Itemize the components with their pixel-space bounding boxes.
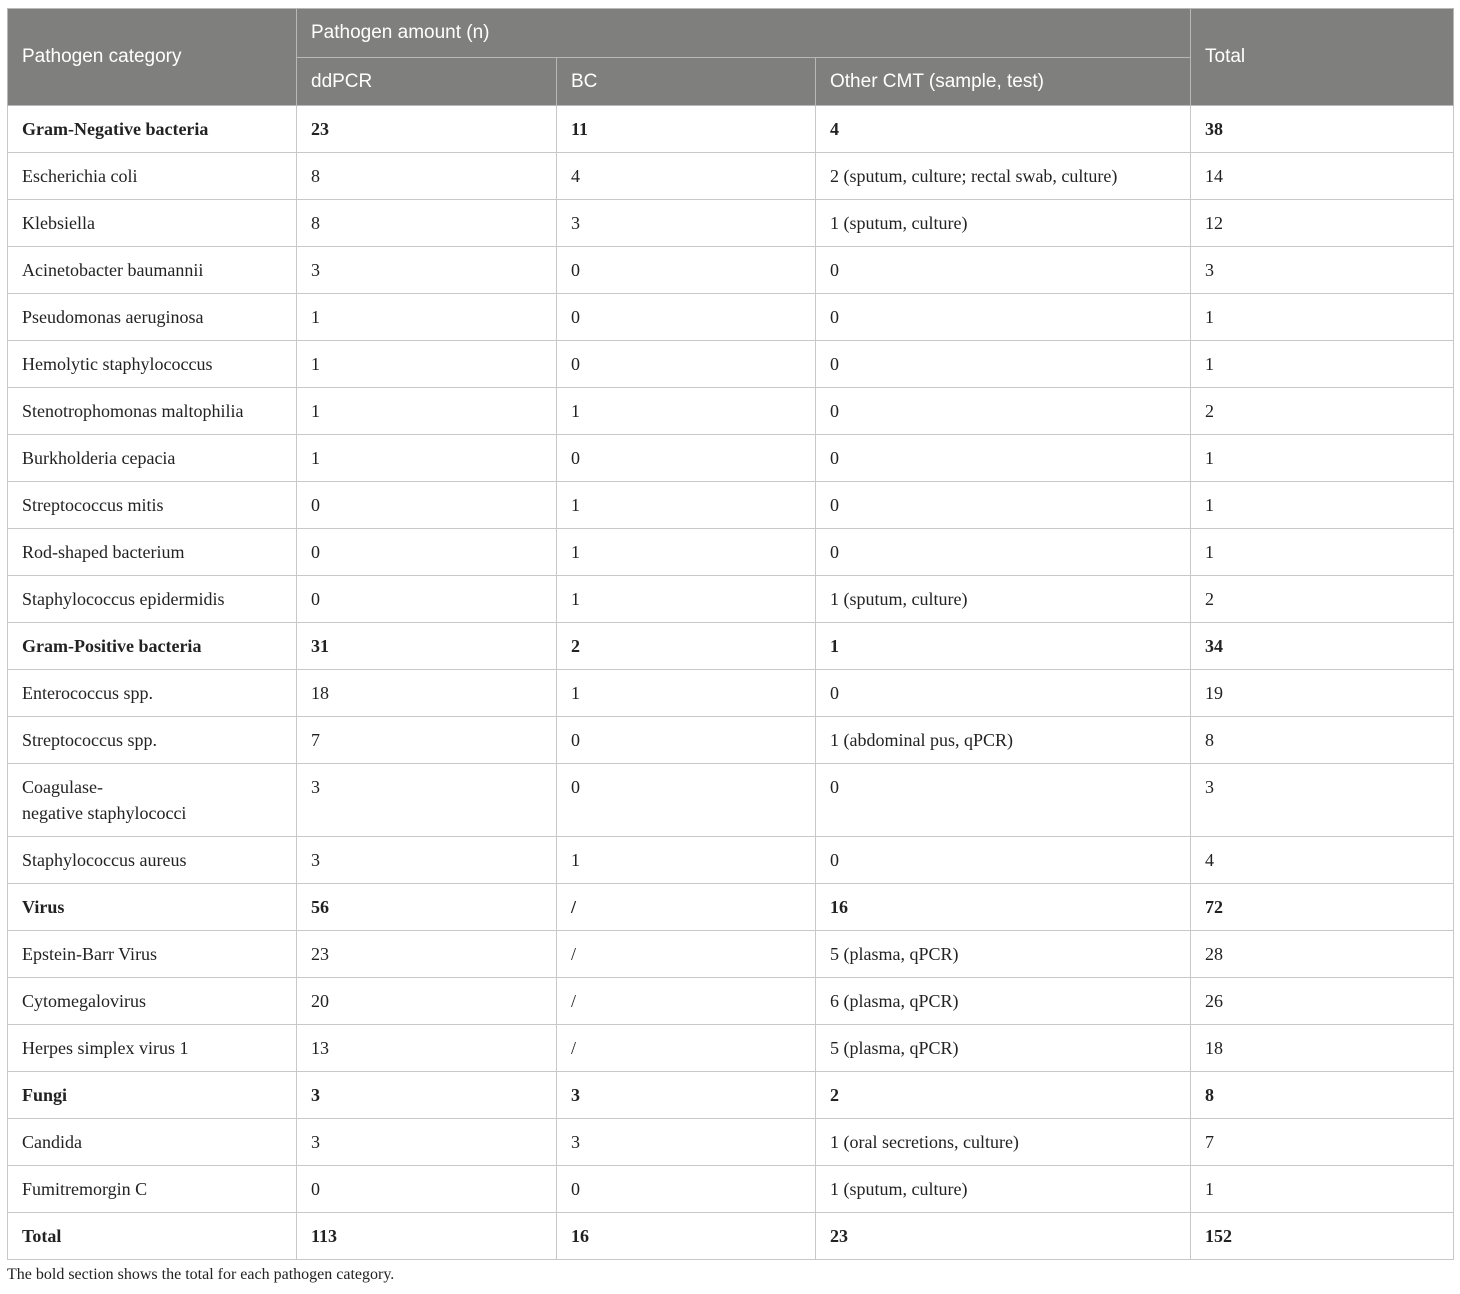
pathogen-table-container [7, 8, 1453, 1260]
cell-total: 1 [1191, 1166, 1454, 1213]
table-row [8, 435, 1454, 482]
cell-other-cmt: 5 (plasma, qPCR) [816, 1025, 1191, 1072]
cell-other-cmt: 23 [816, 1213, 1191, 1260]
cell-total: 8 [1191, 717, 1454, 764]
cell-category: Hemolytic staphylococcus [8, 341, 297, 388]
cell-other-cmt: 2 (sputum, culture; rectal swab, culture) [816, 153, 1191, 200]
table-row [8, 931, 1454, 978]
cell-bc: 11 [557, 106, 816, 153]
cell-category: Staphylococcus aureus [8, 837, 297, 884]
cell-other-cmt: 0 [816, 529, 1191, 576]
cell-other-cmt: 1 (sputum, culture) [816, 1166, 1191, 1213]
table-header [8, 9, 1454, 106]
table-row [8, 1119, 1454, 1166]
cell-category: Coagulase- negative staphylococci [8, 764, 297, 837]
cell-bc: 2 [557, 623, 816, 670]
cell-total: 1 [1191, 294, 1454, 341]
cell-other-cmt: 1 (sputum, culture) [816, 576, 1191, 623]
cell-ddpcr: 0 [297, 1166, 557, 1213]
cell-category: Escherichia coli [8, 153, 297, 200]
cell-ddpcr: 3 [297, 247, 557, 294]
table-row [8, 482, 1454, 529]
cell-ddpcr: 31 [297, 623, 557, 670]
cell-ddpcr: 1 [297, 435, 557, 482]
cell-total: 34 [1191, 623, 1454, 670]
cell-other-cmt: 0 [816, 247, 1191, 294]
table-row [8, 764, 1454, 837]
cell-bc: 0 [557, 764, 816, 837]
cell-ddpcr: 18 [297, 670, 557, 717]
cell-other-cmt: 0 [816, 388, 1191, 435]
header-pathogen-amount: Pathogen amount (n) [297, 9, 1191, 58]
cell-bc: 0 [557, 247, 816, 294]
cell-bc: / [557, 931, 816, 978]
cell-total: 3 [1191, 764, 1454, 837]
cell-ddpcr: 1 [297, 341, 557, 388]
cell-total: 2 [1191, 388, 1454, 435]
cell-ddpcr: 0 [297, 529, 557, 576]
cell-bc: 0 [557, 717, 816, 764]
cell-bc: / [557, 978, 816, 1025]
cell-category: Cytomegalovirus [8, 978, 297, 1025]
cell-category: Acinetobacter baumannii [8, 247, 297, 294]
cell-total: 8 [1191, 1072, 1454, 1119]
cell-bc: / [557, 884, 816, 931]
cell-bc: 1 [557, 529, 816, 576]
cell-ddpcr: 20 [297, 978, 557, 1025]
cell-category: Klebsiella [8, 200, 297, 247]
cell-other-cmt: 5 (plasma, qPCR) [816, 931, 1191, 978]
cell-bc: 0 [557, 294, 816, 341]
cell-total: 12 [1191, 200, 1454, 247]
cell-bc: 1 [557, 670, 816, 717]
cell-category: Stenotrophomonas maltophilia [8, 388, 297, 435]
cell-bc: 1 [557, 576, 816, 623]
table-row [8, 1072, 1454, 1119]
cell-other-cmt: 0 [816, 482, 1191, 529]
cell-ddpcr: 23 [297, 106, 557, 153]
cell-bc: 3 [557, 1072, 816, 1119]
table-row [8, 247, 1454, 294]
cell-bc: 3 [557, 200, 816, 247]
cell-total: 1 [1191, 529, 1454, 576]
cell-total: 1 [1191, 435, 1454, 482]
cell-ddpcr: 113 [297, 1213, 557, 1260]
cell-category: Candida [8, 1119, 297, 1166]
cell-other-cmt: 1 (abdominal pus, qPCR) [816, 717, 1191, 764]
cell-ddpcr: 7 [297, 717, 557, 764]
table-footnote: The bold section shows the total for each pathogen category. [7, 1266, 395, 1283]
cell-ddpcr: 3 [297, 1072, 557, 1119]
cell-ddpcr: 0 [297, 576, 557, 623]
cell-total: 72 [1191, 884, 1454, 931]
cell-other-cmt: 0 [816, 670, 1191, 717]
table-row [8, 576, 1454, 623]
table-row [8, 388, 1454, 435]
header-pathogen-category: Pathogen category [8, 9, 297, 106]
cell-total: 2 [1191, 576, 1454, 623]
cell-bc: 0 [557, 341, 816, 388]
table-row [8, 294, 1454, 341]
cell-category: Gram-Positive bacteria [8, 623, 297, 670]
cell-total: 7 [1191, 1119, 1454, 1166]
header-ddpcr: ddPCR [297, 58, 557, 106]
table-row [8, 884, 1454, 931]
cell-total: 1 [1191, 482, 1454, 529]
cell-total: 4 [1191, 837, 1454, 884]
cell-total: 38 [1191, 106, 1454, 153]
cell-bc: 16 [557, 1213, 816, 1260]
cell-other-cmt: 16 [816, 884, 1191, 931]
table-row [8, 200, 1454, 247]
cell-other-cmt: 1 [816, 623, 1191, 670]
cell-ddpcr: 3 [297, 1119, 557, 1166]
pathogen-table [7, 8, 1454, 1260]
cell-other-cmt: 0 [816, 837, 1191, 884]
table-row [8, 717, 1454, 764]
cell-ddpcr: 56 [297, 884, 557, 931]
table-row [8, 1025, 1454, 1072]
table-row [8, 837, 1454, 884]
cell-total: 18 [1191, 1025, 1454, 1072]
cell-bc: 1 [557, 388, 816, 435]
cell-bc: / [557, 1025, 816, 1072]
cell-category: Burkholderia cepacia [8, 435, 297, 482]
table-row [8, 978, 1454, 1025]
cell-total: 19 [1191, 670, 1454, 717]
cell-total: 14 [1191, 153, 1454, 200]
cell-category: Epstein-Barr Virus [8, 931, 297, 978]
cell-ddpcr: 23 [297, 931, 557, 978]
cell-ddpcr: 8 [297, 153, 557, 200]
cell-ddpcr: 3 [297, 764, 557, 837]
cell-category: Fungi [8, 1072, 297, 1119]
header-total: Total [1191, 9, 1454, 106]
table-row [8, 623, 1454, 670]
cell-ddpcr: 13 [297, 1025, 557, 1072]
cell-category: Virus [8, 884, 297, 931]
cell-category: Enterococcus spp. [8, 670, 297, 717]
cell-category: Total [8, 1213, 297, 1260]
cell-other-cmt: 0 [816, 341, 1191, 388]
cell-total: 28 [1191, 931, 1454, 978]
table-row [8, 529, 1454, 576]
cell-other-cmt: 1 (sputum, culture) [816, 200, 1191, 247]
cell-other-cmt: 0 [816, 764, 1191, 837]
cell-bc: 0 [557, 435, 816, 482]
cell-other-cmt: 0 [816, 435, 1191, 482]
cell-other-cmt: 2 [816, 1072, 1191, 1119]
cell-other-cmt: 6 (plasma, qPCR) [816, 978, 1191, 1025]
cell-ddpcr: 1 [297, 388, 557, 435]
cell-total: 26 [1191, 978, 1454, 1025]
cell-other-cmt: 0 [816, 294, 1191, 341]
cell-bc: 0 [557, 1166, 816, 1213]
cell-total: 152 [1191, 1213, 1454, 1260]
header-bc: BC [557, 58, 816, 106]
cell-ddpcr: 1 [297, 294, 557, 341]
cell-category: Streptococcus mitis [8, 482, 297, 529]
cell-bc: 1 [557, 837, 816, 884]
table-body [8, 106, 1454, 1260]
cell-category: Herpes simplex virus 1 [8, 1025, 297, 1072]
cell-category: Fumitremorgin C [8, 1166, 297, 1213]
table-row [8, 670, 1454, 717]
cell-total: 3 [1191, 247, 1454, 294]
cell-ddpcr: 0 [297, 482, 557, 529]
cell-category: Pseudomonas aeruginosa [8, 294, 297, 341]
cell-bc: 4 [557, 153, 816, 200]
table-row [8, 341, 1454, 388]
cell-ddpcr: 3 [297, 837, 557, 884]
table-row [8, 1166, 1454, 1213]
cell-category: Staphylococcus epidermidis [8, 576, 297, 623]
cell-other-cmt: 1 (oral secretions, culture) [816, 1119, 1191, 1166]
cell-total: 1 [1191, 341, 1454, 388]
cell-bc: 1 [557, 482, 816, 529]
table-row [8, 153, 1454, 200]
table-row [8, 1213, 1454, 1260]
cell-ddpcr: 8 [297, 200, 557, 247]
cell-other-cmt: 4 [816, 106, 1191, 153]
cell-category: Streptococcus spp. [8, 717, 297, 764]
table-row [8, 106, 1454, 153]
cell-bc: 3 [557, 1119, 816, 1166]
cell-category: Gram-Negative bacteria [8, 106, 297, 153]
cell-category: Rod-shaped bacterium [8, 529, 297, 576]
header-other-cmt: Other CMT (sample, test) [816, 58, 1191, 106]
